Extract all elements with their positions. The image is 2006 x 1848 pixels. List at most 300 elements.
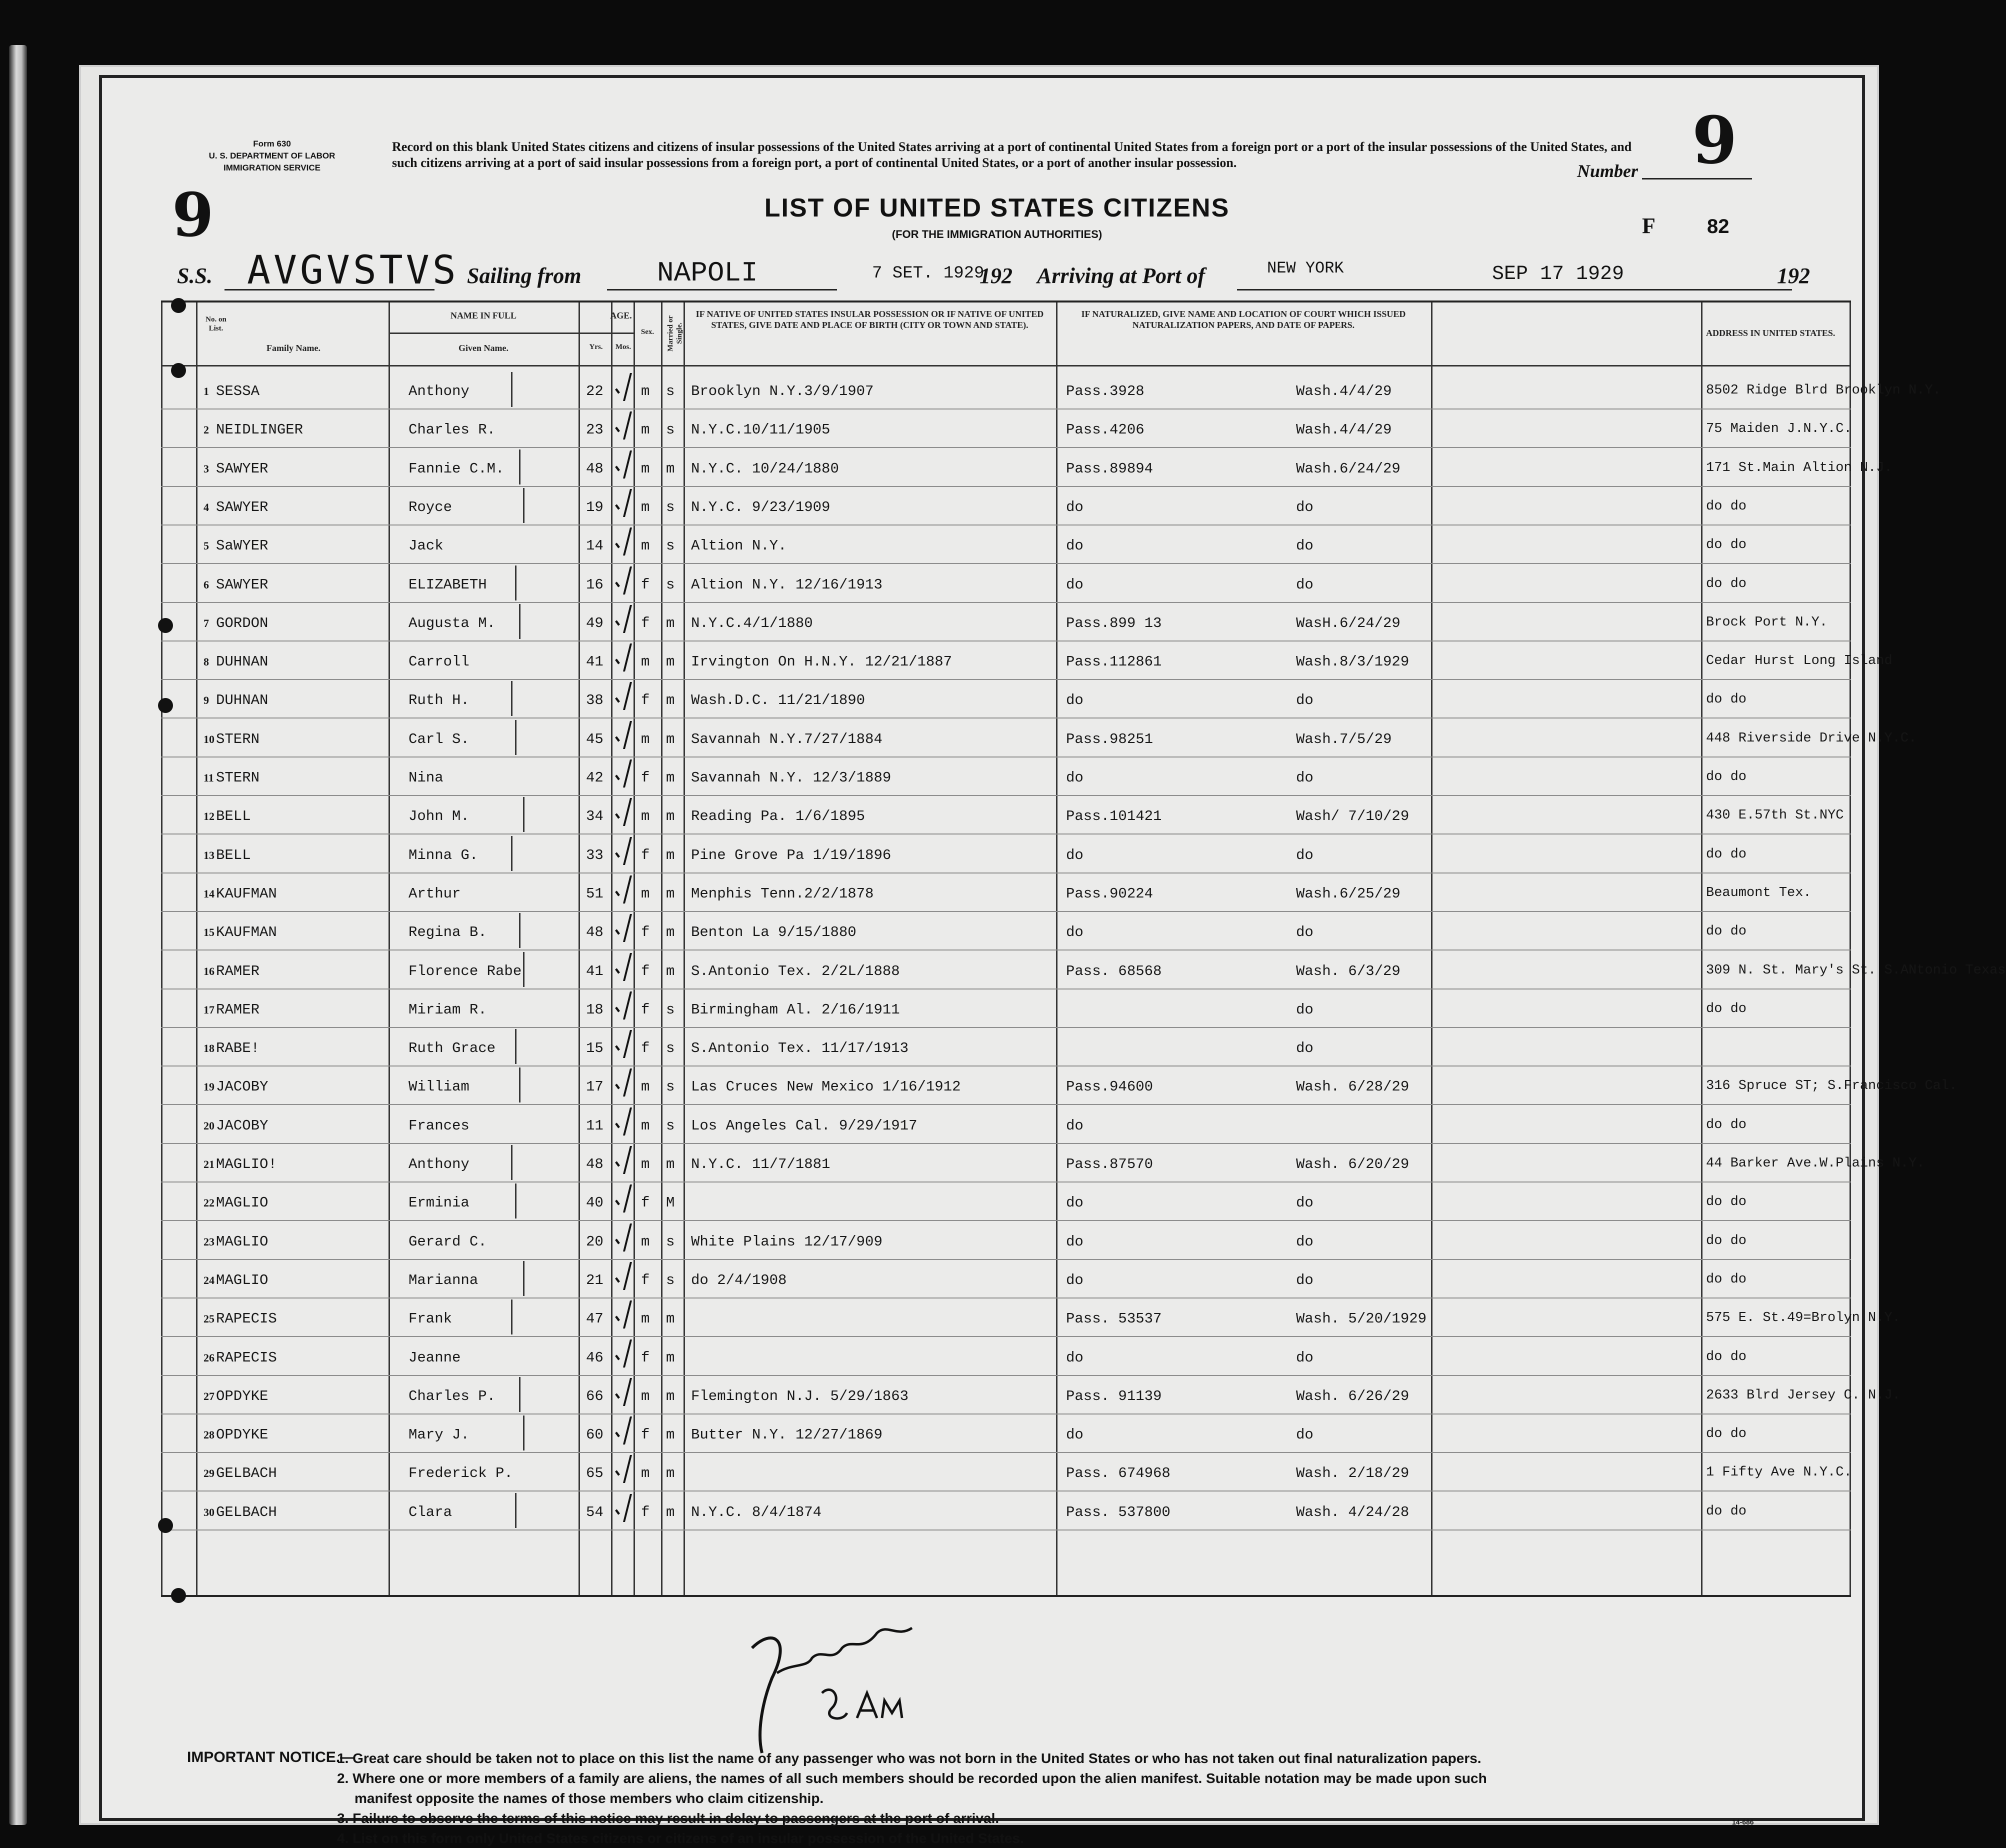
cell-wash: do: [1296, 1426, 1314, 1444]
cell-birth: Altion N.Y.: [691, 538, 787, 554]
inspector-signature: [732, 1618, 932, 1768]
table-row: [161, 1182, 1851, 1221]
cell-sex: m: [641, 808, 650, 825]
cell-birth: Los Angeles Cal. 9/29/1917: [691, 1117, 918, 1134]
cell-wash: Wash. 6/26/29: [1296, 1388, 1410, 1404]
pencil-tick-mark: [523, 952, 524, 987]
cell-no: 8: [204, 656, 209, 668]
cell-yrs: 45: [586, 730, 604, 748]
cell-yrs: 23: [586, 422, 604, 438]
header-bottom-line: [161, 365, 1851, 366]
table-row: [161, 640, 1892, 680]
cell-pass: Pass.98251: [1066, 730, 1154, 748]
cell-family: KAUFMAN: [216, 885, 277, 902]
cell-yrs: 14: [586, 538, 604, 554]
cell-family: RABE!: [216, 1040, 260, 1057]
cell-yrs: 48: [586, 924, 604, 941]
cell-no: 7: [204, 616, 209, 630]
cell-pass: do: [1066, 498, 1084, 516]
cell-wash: Wash.6/25/29: [1296, 885, 1400, 902]
cell-sex: m: [641, 730, 650, 748]
cell-sex: m: [641, 885, 650, 902]
cell-sex: m: [641, 1233, 650, 1250]
cell-no: 30: [204, 1506, 214, 1518]
cell-ms: M: [666, 1194, 675, 1212]
cell-sex: f: [641, 846, 650, 864]
punch-hole: [171, 363, 186, 378]
cell-birth: Brooklyn N.Y.3/9/1907: [691, 383, 874, 400]
cell-no: 15: [204, 926, 214, 939]
checkmark-icon: [610, 914, 632, 942]
cell-yrs: 51: [586, 885, 604, 902]
cell-no: 12: [204, 810, 214, 823]
cell-birth: Wash.D.C. 11/21/1890: [691, 692, 866, 709]
cell-birth: Savannah N.Y.7/27/1884: [691, 730, 882, 748]
cell-yrs: 42: [586, 770, 604, 786]
cell-pass: Pass. 53537: [1066, 1310, 1162, 1328]
cell-no: 1: [204, 385, 209, 398]
cell-ms: m: [666, 730, 675, 748]
cell-addr: 316 Spruce ST; S.Francisco Cal.: [1706, 1078, 1958, 1094]
cell-pass: do: [1066, 1272, 1084, 1288]
checkmark-icon: [610, 1455, 632, 1483]
cell-wash: Wash.4/4/29: [1296, 422, 1392, 438]
pencil-tick-mark: [511, 681, 512, 716]
cell-ms: m: [666, 924, 675, 941]
ss-label: S.S.: [177, 264, 212, 288]
cell-given: Frank: [408, 1310, 452, 1328]
cell-yrs: 54: [586, 1504, 604, 1520]
list-number-value: 9: [1692, 102, 1738, 178]
cell-birth: N.Y.C. 8/4/1874: [691, 1504, 822, 1520]
cell-given: Carroll: [408, 654, 470, 670]
cell-given: Frances: [408, 1117, 470, 1134]
pencil-tick-mark: [519, 913, 520, 948]
cell-addr: do do: [1706, 576, 1747, 592]
cell-yrs: 66: [586, 1388, 604, 1404]
table-row: [161, 1452, 1851, 1492]
table-row: [161, 564, 1851, 603]
cell-pass: do: [1066, 846, 1084, 864]
table-row: [161, 756, 1851, 796]
cell-yrs: 49: [586, 614, 604, 632]
signature-text: Jeanmission: [817, 1702, 848, 1707]
cell-wash: Wash.6/24/29: [1296, 460, 1400, 477]
cell-no: 2: [204, 424, 209, 436]
cell-family: MAGLIO: [216, 1194, 268, 1212]
cell-family: MAGLIO!: [216, 1156, 277, 1172]
cell-addr: 575 E. St.49=Brolyn N.Y.: [1706, 1310, 1900, 1326]
checkmark-icon: [610, 489, 632, 517]
cell-given: Anthony: [408, 1156, 470, 1172]
cell-addr: 448 Riverside Drive N.Y.C.: [1706, 730, 1917, 746]
cell-addr: 1 Fifty Ave N.Y.C.: [1706, 1465, 1852, 1480]
cell-birth: Benton La 9/15/1880: [691, 924, 856, 941]
cell-ms: s: [666, 1078, 675, 1096]
cell-yrs: 60: [586, 1426, 604, 1444]
table-row: [161, 448, 1892, 487]
cell-ms: s: [666, 1040, 675, 1057]
cell-family: OPDYKE: [216, 1388, 268, 1404]
cell-sex: f: [641, 1272, 650, 1288]
cell-addr: do do: [1706, 846, 1747, 862]
cell-given: Carl S.: [408, 730, 470, 748]
cell-pass: Pass.4206: [1066, 422, 1144, 438]
cell-birth: Las Cruces New Mexico 1/16/1912: [691, 1078, 961, 1096]
cell-pass: do: [1066, 538, 1084, 554]
cell-pass: do: [1066, 1426, 1084, 1444]
cell-addr: do do: [1706, 498, 1747, 514]
cell-wash: Wash.8/3/1929: [1296, 654, 1410, 670]
col-no-header: No. on List.: [206, 316, 226, 332]
cell-no: 26: [204, 1351, 214, 1364]
pencil-tick-mark: [523, 488, 524, 523]
cell-pass: Pass.87570: [1066, 1156, 1154, 1172]
cell-pass: Pass.3928: [1066, 383, 1144, 400]
cell-given: John M.: [408, 808, 470, 825]
cell-sex: f: [641, 614, 650, 632]
cell-given: Clara: [408, 1504, 452, 1520]
cell-family: STERN: [216, 770, 260, 786]
ship-name: AVGVSTVS: [247, 248, 459, 293]
table-row: [161, 834, 1851, 874]
cell-family: STERN: [216, 730, 260, 748]
cell-sex: m: [641, 383, 650, 400]
cell-wash: Wash. 2/18/29: [1296, 1465, 1410, 1482]
notice-item-1: 1. Great care should be taken not to place on this list the name of any passenger who was not born in the United States or who has not taken out final naturalization papers.: [337, 1750, 1482, 1766]
cell-ms: m: [666, 962, 675, 980]
cell-pass: Pass.89894: [1066, 460, 1154, 477]
col-yrs-header: Yrs.: [589, 343, 603, 351]
cell-given: Royce: [408, 498, 452, 516]
table-row: [161, 1259, 1851, 1298]
col-married-header: Married or Single.: [666, 315, 684, 352]
checkmark-icon: [610, 1494, 632, 1522]
cell-sex: m: [641, 1078, 650, 1096]
cell-family: SAWYER: [216, 460, 268, 477]
manifest-frame: [99, 75, 2006, 1846]
cell-family: BELL: [216, 846, 251, 864]
cell-pass: Pass.899 13: [1066, 614, 1162, 632]
checkmark-icon: [610, 605, 632, 633]
cell-addr: do do: [1706, 1194, 1747, 1210]
pencil-tick-mark: [515, 1493, 516, 1528]
corner-number: 82: [1707, 216, 1730, 238]
cell-yrs: 46: [586, 1349, 604, 1366]
punch-hole: [171, 298, 186, 313]
cell-family: DUHNAN: [216, 692, 268, 709]
cell-pass: Pass. 674968: [1066, 1465, 1170, 1482]
table-row: [161, 408, 1851, 448]
table-row: [161, 679, 1851, 718]
table-row: [161, 911, 1851, 950]
page-subtitle: (FOR THE IMMIGRATION AUTHORITIES): [892, 228, 1102, 240]
cell-sex: m: [641, 460, 650, 477]
col-name-group-header: NAME IN FULL: [450, 310, 516, 320]
cell-sex: m: [641, 422, 650, 438]
cell-sex: f: [641, 1040, 650, 1057]
checkmark-icon: [610, 1184, 632, 1212]
cell-family: OPDYKE: [216, 1426, 268, 1444]
cell-yrs: 38: [586, 692, 604, 709]
cell-family: GELBACH: [216, 1504, 277, 1520]
cell-pass: do: [1066, 1194, 1084, 1212]
cell-wash: Wash/ 7/10/29: [1296, 808, 1410, 825]
cell-pass: do: [1066, 1117, 1084, 1134]
cell-ms: s: [666, 422, 675, 438]
cell-yrs: 65: [586, 1465, 604, 1482]
cell-pass: Pass.94600: [1066, 1078, 1154, 1096]
table-row: [161, 1143, 1925, 1182]
cell-birth: S.Antonio Tex. 11/17/1913: [691, 1040, 909, 1057]
citizens-table: [161, 300, 2006, 1597]
pencil-tick-mark: [515, 1184, 516, 1218]
cell-family: GELBACH: [216, 1465, 277, 1482]
cell-wash: do: [1296, 924, 1314, 941]
cell-given: ELIZABETH: [408, 576, 487, 593]
cell-family: MAGLIO: [216, 1272, 268, 1288]
department-name: U. S. DEPARTMENT OF LABOR: [208, 151, 336, 160]
cell-no: 28: [204, 1428, 214, 1442]
cell-addr: 171 St.Main Altion N.J.: [1706, 460, 1892, 476]
cell-no: 16: [204, 964, 214, 978]
cell-wash: do: [1296, 1233, 1314, 1250]
sheet-number-stamp: 9: [172, 180, 214, 250]
cell-family: KAUFMAN: [216, 924, 277, 941]
pencil-tick-mark: [519, 1068, 520, 1102]
cell-wash: do: [1296, 846, 1314, 864]
cell-addr: do do: [1706, 1504, 1747, 1519]
cell-addr: 75 Maiden J.N.Y.C.: [1706, 422, 1852, 437]
cell-no: 9: [204, 694, 209, 707]
cell-no: 10: [204, 732, 214, 746]
cell-sex: f: [641, 1194, 650, 1212]
cell-no: 19: [204, 1080, 214, 1094]
checkmark-icon: [610, 566, 632, 594]
cell-yrs: 15: [586, 1040, 604, 1057]
cell-ms: m: [666, 846, 675, 864]
notice-item-2-cont: manifest opposite the names of those members who claim citizenship.: [354, 1790, 824, 1806]
cell-sex: m: [641, 1310, 650, 1328]
cell-addr: Beaumont Tex.: [1706, 885, 1812, 900]
departure-date: 7 SET. 1929: [872, 264, 984, 283]
cell-yrs: 33: [586, 846, 604, 864]
cell-yrs: 40: [586, 1194, 604, 1212]
cell-yrs: 48: [586, 460, 604, 477]
col-sex-header: Sex.: [640, 328, 654, 336]
cell-wash: do: [1296, 538, 1314, 554]
cell-sex: m: [641, 1117, 650, 1134]
cell-ms: m: [666, 770, 675, 786]
table-row: [161, 486, 1851, 526]
cell-given: Charles R.: [408, 422, 496, 438]
checkmark-icon: [610, 644, 632, 672]
cell-ms: m: [666, 808, 675, 825]
cell-sex: m: [641, 1465, 650, 1482]
cell-no: 29: [204, 1467, 214, 1480]
checkmark-icon: [610, 1146, 632, 1174]
cell-no: 14: [204, 887, 214, 900]
cell-no: 27: [204, 1390, 214, 1402]
cell-addr: do do: [1706, 1349, 1747, 1364]
checkmark-icon: [610, 992, 632, 1020]
pencil-tick-mark: [511, 1300, 512, 1334]
cell-pass: do: [1066, 1349, 1084, 1366]
cell-birth: N.Y.C. 10/24/1880: [691, 460, 839, 477]
checkmark-icon: [610, 1068, 632, 1096]
punch-hole: [158, 618, 173, 633]
cell-ms: s: [666, 383, 675, 400]
cell-yrs: 11: [586, 1117, 604, 1134]
departure-port: NAPOLI: [657, 257, 758, 289]
cell-addr: do do: [1706, 692, 1747, 708]
cell-given: Erminia: [408, 1194, 470, 1212]
service-name: IMMIGRATION SERVICE: [224, 163, 320, 172]
cell-no: 20: [204, 1119, 214, 1132]
cell-yrs: 41: [586, 654, 604, 670]
table-row: [161, 602, 1851, 642]
cell-no: 25: [204, 1312, 214, 1326]
cell-given: Marianna: [408, 1272, 478, 1288]
checkmark-icon: [610, 837, 632, 865]
cell-pass: do: [1066, 1233, 1084, 1250]
cell-birth: White Plains 12/17/909: [691, 1233, 882, 1250]
notice-item-2: 2. Where one or more members of a family are aliens, the names of all such members should be recorded upon the alien manifest. Suitable notation may be made upon such: [337, 1770, 1487, 1786]
cell-ms: m: [666, 1156, 675, 1172]
cell-family: BELL: [216, 808, 251, 825]
cell-ms: s: [666, 498, 675, 516]
checkmark-icon: [610, 1340, 632, 1368]
table-row: [161, 1104, 1851, 1144]
cell-no: 3: [204, 462, 209, 475]
pencil-tick-mark: [511, 1145, 512, 1180]
table-row: [161, 1066, 1958, 1105]
cell-ms: s: [666, 538, 675, 554]
cell-wash: do: [1296, 1194, 1314, 1212]
cell-given: Minna G.: [408, 846, 478, 864]
col-birthplace-header: IF NATIVE OF UNITED STATES INSULAR POSSESSION OR IF NATIVE OF UNITED STATES, GIVE DATE AND PLACE OF BIRTH (CITY OR TOWN AND STATE).: [696, 309, 1044, 330]
pencil-tick-mark: [515, 720, 516, 755]
col-address-header: ADDRESS IN UNITED STATES.: [1706, 328, 1836, 338]
cell-pass: do: [1066, 692, 1084, 709]
voyage-line: [177, 248, 1827, 293]
cell-no: 22: [204, 1196, 214, 1210]
cell-given: Anthony: [408, 383, 470, 400]
table-row: [161, 370, 1941, 410]
pencil-tick-mark: [519, 604, 520, 639]
cell-yrs: 41: [586, 962, 604, 980]
table-row: [161, 795, 1851, 834]
cell-sex: f: [641, 692, 650, 709]
cell-addr: 430 E.57th St.NYC: [1706, 808, 1844, 824]
age-subheader-line: [578, 332, 634, 334]
cell-ms: s: [666, 1001, 675, 1018]
arriving-underline: [1237, 289, 1792, 290]
cell-sex: f: [641, 924, 650, 941]
cell-wash: Wash. 6/28/29: [1296, 1078, 1410, 1096]
cell-family: NEIDLINGER: [216, 422, 304, 438]
cell-yrs: 22: [586, 383, 604, 400]
cell-birth: Menphis Tenn.2/2/1878: [691, 885, 874, 902]
cell-addr: 44 Barker Ave.W.Plains N.Y.: [1706, 1156, 1925, 1171]
cell-family: SAWYER: [216, 576, 268, 593]
cell-given: Jeanne: [408, 1349, 461, 1366]
checkmark-icon: [610, 798, 632, 826]
cell-ms: m: [666, 460, 675, 477]
cell-addr: do do: [1706, 1001, 1747, 1016]
cell-yrs: 48: [586, 1156, 604, 1172]
list-number-label: Number: [1577, 161, 1638, 181]
cell-family: RAMER: [216, 1001, 260, 1018]
cell-ms: m: [666, 1349, 675, 1366]
col-family-header: Family Name.: [266, 343, 320, 353]
table-row: [161, 872, 1851, 912]
cell-birth: Pine Grove Pa 1/19/1896: [691, 846, 892, 864]
cell-yrs: 17: [586, 1078, 604, 1096]
checkmark-icon: [610, 373, 632, 401]
table-row: [161, 1375, 1900, 1414]
cell-given: Regina B.: [408, 924, 487, 941]
checkmark-icon: [610, 1108, 632, 1136]
cell-family: RAPECIS: [216, 1310, 277, 1328]
cell-ms: m: [666, 1310, 675, 1328]
cell-wash: do: [1296, 692, 1314, 709]
cell-family: MAGLIO: [216, 1233, 268, 1250]
cell-ms: m: [666, 654, 675, 670]
notice-item-3: 3. Failure to observe the terms of this notice may result in delay to passengers at the port of arrival.: [337, 1810, 1000, 1826]
table-row: [161, 988, 1851, 1028]
cell-wash: WasH.6/24/29: [1296, 614, 1400, 632]
cell-addr: Cedar Hurst Long Island: [1706, 654, 1892, 669]
cell-sex: m: [641, 1388, 650, 1404]
signature-time: 8 20 AM: [822, 1719, 844, 1724]
checkmark-icon: [610, 1378, 632, 1406]
cell-no: 5: [204, 540, 209, 552]
table-row: [161, 1491, 1851, 1530]
checkmark-icon: [610, 1300, 632, 1328]
cell-given: Charles P.: [408, 1388, 496, 1404]
cell-pass: Pass. 91139: [1066, 1388, 1162, 1404]
cell-addr: do do: [1706, 538, 1747, 553]
cell-family: SAWYER: [216, 498, 268, 516]
cell-wash: do: [1296, 576, 1314, 593]
checkmark-icon: [610, 682, 632, 710]
cell-addr: do do: [1706, 1233, 1747, 1248]
cell-addr: 309 N. St. Mary's St. S.ANtonio Texas: [1706, 962, 2006, 978]
cell-sex: f: [641, 962, 650, 980]
checkmark-icon: [610, 1416, 632, 1444]
cell-ms: m: [666, 1465, 675, 1482]
cell-yrs: 20: [586, 1233, 604, 1250]
table-row: [161, 1027, 1851, 1066]
pencil-tick-mark: [519, 1377, 520, 1412]
cell-given: Augusta M.: [408, 614, 496, 632]
cell-birth: N.Y.C.10/11/1905: [691, 422, 830, 438]
cell-sex: m: [641, 654, 650, 670]
checkmark-icon: [610, 760, 632, 788]
cell-no: 13: [204, 848, 214, 862]
pencil-tick-mark: [523, 797, 524, 832]
cell-ms: m: [666, 614, 675, 632]
cell-wash: do: [1296, 1001, 1314, 1018]
list-number-line: [1642, 178, 1752, 180]
cell-addr: do do: [1706, 924, 1747, 940]
col-given-header: Given Name.: [458, 343, 508, 353]
punch-hole: [158, 1518, 173, 1533]
cell-wash: Wash. 5/20/1929: [1296, 1310, 1427, 1328]
cell-ms: m: [666, 1388, 675, 1404]
cell-family: RAMER: [216, 962, 260, 980]
